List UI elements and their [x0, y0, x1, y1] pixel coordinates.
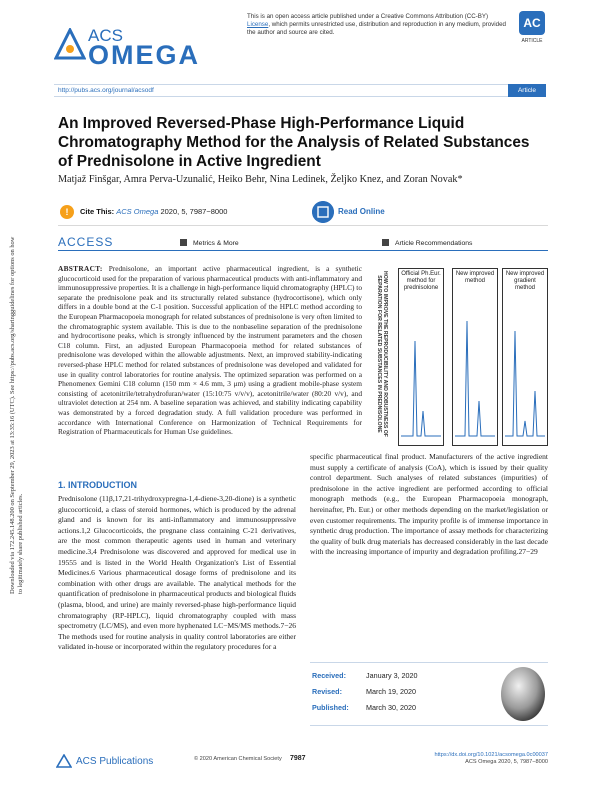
- acs-publications-link[interactable]: ACS Publications: [76, 756, 154, 767]
- toc-panel-official: [398, 268, 444, 446]
- toc-panel-improved: [452, 268, 498, 446]
- footer-citation: ACS Omega 2020, 5, 7987−8000: [465, 759, 548, 766]
- document-icon: [382, 239, 389, 246]
- recommendations-label: Article Recommendations: [395, 240, 473, 247]
- chromatogram-gradient: [505, 301, 545, 441]
- doi-link[interactable]: https://dx.doi.org/10.1021/acsomega.0c00037: [434, 752, 548, 758]
- cite-text: [80, 207, 227, 216]
- toc-vertical-text: HOW TO IMPROVE THE REPRODUCIBILITY AND ROBUSTNESS OF SEPARATION FOR RELATED SUBSTANCES IN PREDNISOLONE: [376, 271, 388, 437]
- article-type-tag: Article: [508, 84, 546, 97]
- acs-logo-mark-icon: [54, 28, 86, 62]
- acs-omega-logo[interactable]: [54, 20, 204, 72]
- cite-journal-link[interactable]: ACS Omega: [116, 207, 159, 216]
- abstract-label: ABSTRACT:: [58, 264, 103, 273]
- logo-acs-text: ACS: [88, 26, 123, 45]
- article-title: An Improved Reversed-Phase High-Performance Liquid Chromatography Method for the Analysis of Related Substances of Prednisolone in Active Ingredient: [58, 115, 530, 170]
- toc-panel-gradient: [502, 268, 548, 446]
- abstract-text: Prednisolone, an important active pharmaceutical ingredient, is a synthetic glucocorticoid used for the preparation of various pharmaceutical products with anti-inflammatory and immunosuppressive properties. It is a challenge in high-performance liquid chromatography (HPLC) to separate the prednisolone peak and its structurally related substance (hydrocortisone), which only differs in a double bond at the C-1 position. Successful application of the HPLC method according to the European Pharmacopoeia monograph for related substances of prednisolone is very often limited to the chromatographic system available. This is due to the nonbaseline separation of the prednisolone and hydrocortisone peaks, which is strongly influenced by the instrument parameters and the chosen C18 column. First, an adjusted European Pharmacopoeia method for related substances of prednisolone was developed within the allowable adjustments. Next, an improved stability-indicating reversed-phase HPLC method for related substances of prednisolone was developed and validated for use in quality control laboratories for routine analysis. The optimized separation was performed on a Phenomenex Gemini C18 column (150 mm × 4.6 mm, 3 μm) using a gradient mobile-phase system consisting of acetonitrile/tetrahydrofuran/water (15:10:75 v/v/v), acetonitrile/water (80:20 v/v), and ultraviolet detection at 254 nm. A baseline separation was achieved, and stability indicating capability was demonstrated by a forced degradation study. A full validation procedure was performed in accordance with International Conference on Harmonization of Technical Requirements for Registration of Pharmaceuticals for Human Use guidelines.: [58, 264, 362, 437]
- license-notice: [247, 13, 509, 38]
- journal-url-bar: [54, 84, 546, 97]
- abstract: [58, 264, 548, 452]
- cite-reference: 2020, 5, 7987−8000: [160, 207, 228, 216]
- received-label: Received:: [312, 671, 346, 680]
- intro-left-column: Prednisolone (11β,17,21-trihydroxypregna-1,4-diene-3,20-dione) is a synthetic glucocorticoid, a class of steroid hormones, which is produced by the adrenal gland and is known for its anti-inflammatory and immunosuppressive actions.1,2 Glucocorticoids, the pregnane class containing C-21 derivatives, are the most common therapeutic agents used in human and veterinary medicine.3,4 Prednisolone was discovered and approved for medical use in 19555 and is listed in the World Health Organization's List of Essential Medicines.6 Various pharmaceutical dosage forms of prednisolone and its combination with other drugs are available. The analytical methods for the quantification of prednisolone in pharmaceutical products and biological fluids (plasma, blood, and urine) are mainly reversed-phase high-performance liquid chromatography (RP-HPLC), liquid chromatography coupled with mass spectrometry (LC/MS), and even more hyphenated LC−MS/MS methods.7−26 The methods used for routine analysis in quality control laboratories are either validated in-house or incorporated within the regulatory procedures for a: [58, 494, 296, 652]
- acs-authorchoice-badge[interactable]: AC: [519, 11, 545, 35]
- page-number: 7987: [290, 755, 306, 762]
- section-heading-introduction: 1. INTRODUCTION: [58, 480, 138, 490]
- access-row: [58, 235, 548, 251]
- cite-divider: [58, 225, 548, 226]
- download-side-note: [5, 238, 35, 598]
- revised-label: Revised:: [312, 687, 342, 696]
- side-note-text: Downloaded via 172.245.148.200 on September 29, 2023 at 13:35:16 (UTC). See https://pubs.acs.org/sharingguidelines for options on how to legitimately share published articles.: [9, 236, 24, 594]
- metrics-more-link[interactable]: [180, 239, 239, 247]
- toc-panel-label: New improved method: [455, 271, 495, 284]
- toc-panel-label: New improved gradient method: [505, 271, 545, 291]
- received-row: [312, 671, 418, 680]
- page-footer: [58, 749, 548, 773]
- received-date: January 3, 2020: [366, 671, 418, 680]
- journal-url-link[interactable]: http://pubs.acs.org/journal/acsodf: [58, 87, 154, 94]
- acs-publications-logo-icon: [56, 754, 72, 768]
- toc-panel-label: Official Ph.Eur. method for prednisolone: [401, 271, 441, 291]
- license-link[interactable]: License: [247, 21, 269, 29]
- intro-right-column: specific pharmaceutical final product. Manufacturers of the active ingredient must supply a certificate of analysis (CoA), which is issued by their quality control department. Such analyses of related substances (impurities) of prednisolone in the active ingredient are performed according to official monograph methods (e.g., the European Pharmacopoeia monograph, hereinafter, Ph. Eur.) or other methods depending on the market/legislation or even customer requirements. The impurity profile is of immense importance in synthetic drug production. The importance of assay methods for characterizing the quality of bulk drug materials has decreased considerably in the last decade with the increasing importance of impurity and degradation profiling.27−29: [310, 452, 548, 557]
- revised-row: [312, 687, 416, 696]
- cite-row: [58, 200, 548, 226]
- bar-chart-icon: [180, 239, 187, 246]
- metrics-label: Metrics & More: [193, 240, 239, 247]
- author-list: Matjaž Finšgar, Amra Perva-Uzunalić, Heiko Behr, Nina Ledinek, Željko Knez, and Zoran Novak*: [58, 174, 463, 185]
- acs-authorchoice-label: ARTICLE: [521, 38, 543, 44]
- article-recommendations-link[interactable]: [382, 239, 472, 247]
- logo-omega-text: OMEGA: [88, 40, 201, 70]
- journal-cover-thumbnail: [500, 666, 546, 722]
- cite-label: Cite This:: [80, 207, 115, 216]
- published-row: [312, 703, 416, 712]
- license-text-1: This is an open access article published under a Creative Commons Attribution (CC-BY): [247, 13, 489, 20]
- read-online-link[interactable]: Read Online: [338, 207, 385, 216]
- toc-vertical-caption: [370, 272, 392, 440]
- access-label: ACCESS: [58, 235, 114, 249]
- copyright-notice: © 2020 American Chemical Society: [194, 756, 282, 762]
- published-date: March 30, 2020: [366, 703, 416, 712]
- revised-date: March 19, 2020: [366, 687, 416, 696]
- chromatogram-official: [401, 301, 441, 441]
- published-label: Published:: [312, 703, 349, 712]
- toc-graphic: [370, 264, 548, 452]
- doi-block: [434, 752, 548, 767]
- read-online-icon[interactable]: [312, 201, 334, 223]
- cite-alert-icon: !: [60, 205, 74, 219]
- license-text-2: , which permits unrestricted use, distribution and reproduction in any medium, provided the author and source are cited.: [247, 21, 506, 37]
- chromatogram-improved: [455, 301, 495, 441]
